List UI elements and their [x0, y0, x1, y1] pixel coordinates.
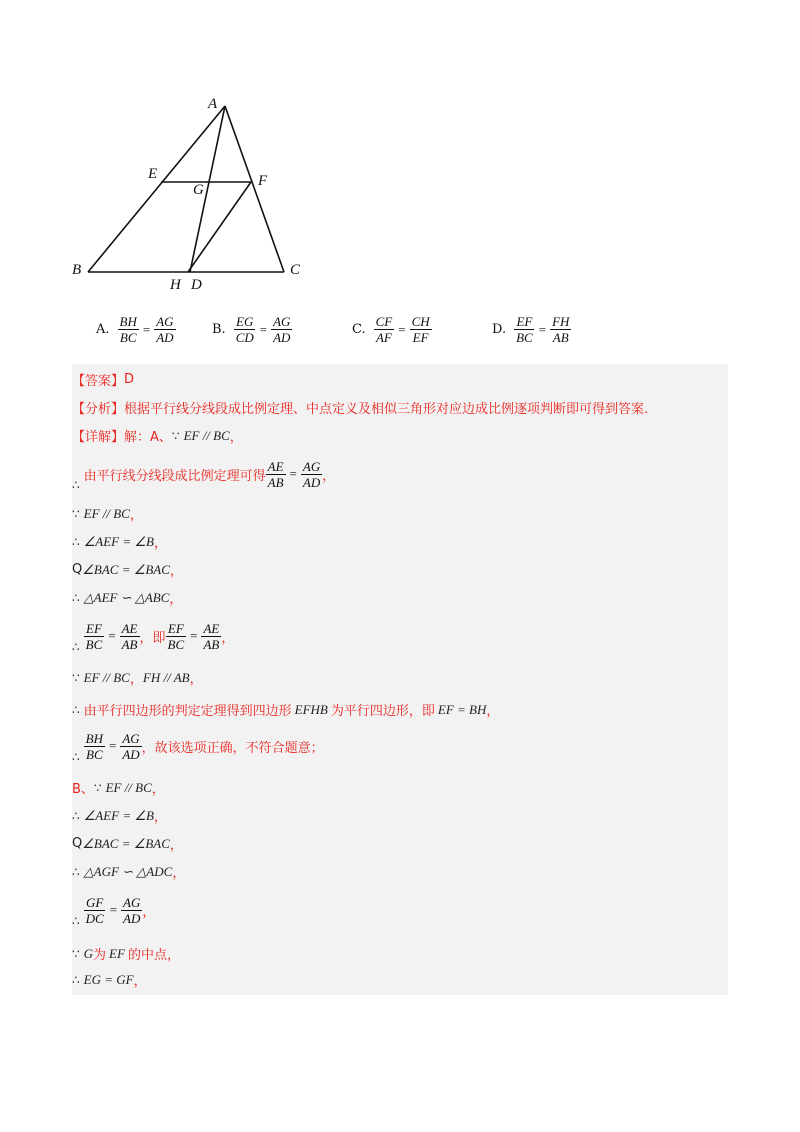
solution-panel [72, 364, 728, 995]
detail-line-10: ∴ $\frac{BH}{BC}$ = $\frac{AG}{AD}$ ，故该选项正确，不符合题意； [72, 730, 324, 764]
analysis-line [72, 398, 648, 417]
option-b-label: B、 [72, 782, 94, 797]
because-symbol: ∵ [171, 428, 180, 443]
fraction: $\frac{BH}{BC}$ [119, 314, 137, 345]
label-d: D [191, 277, 202, 293]
fraction: $\frac{AE}{AB}$ [267, 458, 284, 490]
detail-line-5: Q ∠BAC = ∠BAC ， [72, 561, 183, 579]
fraction: $\frac{CF}{AF}$ [375, 314, 393, 345]
label-a: A [208, 96, 218, 112]
math-expr: G [83, 945, 94, 961]
because-symbol: ∵ [93, 780, 102, 795]
therefore-symbol: ∴ [72, 914, 80, 928]
fraction: $\frac{AE}{AB}$ [121, 620, 138, 652]
detail-intro: 解：A、 [124, 430, 172, 445]
therefore-symbol: ∴ [72, 534, 80, 549]
answer-label: 【答案】 [72, 374, 125, 389]
math-expr: ∠BAC = ∠BAC [82, 835, 170, 851]
therefore-symbol: ∴ [72, 864, 80, 879]
option-letter: C. [352, 322, 366, 337]
detail-line-2: ∴ 由平行线分线段成比例定理可得 $\frac{AE}{AB}$ = $\frac{AG}{AD}$ ， [72, 458, 336, 492]
math-expr: ∠AEF = ∠B [83, 533, 154, 549]
answer-value: D [124, 372, 135, 387]
fraction: $\frac{AG}{AD}$ [273, 314, 291, 345]
math-expr: △AGF ∽ △ADC [83, 863, 173, 879]
detail-line-15: ∴ $\frac{GF}{DC}$ = $\frac{AG}{AD}$ ， [72, 894, 156, 928]
fraction: $\frac{CH}{EF}$ [411, 314, 430, 345]
math-expr: EF [109, 945, 125, 961]
fraction: $\frac{AG}{AD}$ [122, 730, 140, 762]
fraction: $\frac{EF}{BC}$ [516, 314, 533, 345]
option-letter: D. [492, 322, 507, 337]
label-f: F [258, 173, 268, 189]
segment-ac [225, 106, 284, 272]
because-symbol: ∵ [72, 670, 80, 685]
option-letter: B. [212, 322, 226, 337]
because-symbol: ∵ [72, 506, 80, 521]
label-h: H [170, 277, 181, 293]
detail-line-16 [72, 944, 180, 963]
q-symbol: Q [72, 836, 83, 851]
fraction: $\frac{EG}{CD}$ [235, 314, 254, 345]
label-g: G [193, 182, 204, 198]
answer-line [72, 370, 134, 389]
detail-label: 【详解】 [72, 430, 125, 445]
detail-line-12: ∴ ∠AEF = ∠B ， [72, 807, 168, 825]
therefore-symbol: ∴ [72, 702, 80, 717]
detail-line-8: ∵ EF // BC ， FH // AB ， [72, 669, 203, 687]
math-expr: EG = GF [83, 971, 134, 987]
detail-line-14: ∴ △AGF ∽ △ADC ， [72, 863, 186, 881]
math-expr: EFHB [294, 701, 328, 717]
math-expr: △AEF ∽ △ABC [83, 589, 170, 605]
line-text: 为平行四边形，即 [330, 704, 435, 719]
fraction: $\frac{AG}{AD}$ [156, 314, 174, 345]
detail-line-7: ∴ $\frac{EF}{BC}$ = $\frac{AE}{AB}$ ，即 $\frac{EF}{BC}$ = $\frac{AE}{AB}$ ， [72, 620, 235, 654]
fraction: $\frac{AG}{AD}$ [302, 458, 321, 490]
detail-line-6: ∴ △AEF ∽ △ABC ， [72, 589, 183, 607]
fraction: $\frac{BH}{BC}$ [85, 730, 103, 762]
line-text: ，即 [139, 630, 166, 646]
line-text: 由平行线分线段成比例定理可得 [83, 468, 266, 484]
math-expr: EF // BC [83, 669, 130, 685]
analysis-text: 根据平行线分线段成比例定理、中点定义及相似三角形对应边成比例逐项判断即可得到答案. [124, 402, 649, 417]
label-e: E [148, 166, 158, 182]
detail-line-3: ∵ EF // BC ， [72, 505, 143, 523]
segment-ab [88, 106, 225, 272]
option-b[interactable]: B. $\frac{EG}{CD}$ = $\frac{AG}{AD}$ [212, 314, 291, 345]
detail-line-1: 【详解】 解：A、 ∵ EF // BC ， [72, 427, 243, 445]
detail-line-13: Q ∠BAC = ∠BAC ， [72, 835, 183, 853]
analysis-label: 【分析】 [72, 402, 125, 417]
triangle-figure [60, 88, 320, 298]
line-text: ，故该选项正确，不符合题意； [141, 740, 324, 756]
math-expr: ∠AEF = ∠B [83, 807, 154, 823]
detail-line-11: B、 ∵ EF // BC ， [72, 779, 165, 797]
fraction: $\frac{AG}{AD}$ [123, 894, 141, 926]
option-d[interactable]: D. $\frac{EF}{BC}$ = $\frac{FH}{AB}$ [492, 314, 570, 345]
option-a[interactable]: A. $\frac{BH}{BC}$ = $\frac{AG}{AD}$ [96, 314, 174, 345]
therefore-symbol: ∴ [72, 750, 80, 764]
detail-line-4: ∴ ∠AEF = ∠B ， [72, 533, 168, 551]
line-text: 的中点， [127, 948, 180, 963]
therefore-symbol: ∴ [72, 640, 80, 654]
math-expr: EF = BH [437, 701, 487, 717]
option-letter: A. [96, 322, 110, 337]
therefore-symbol: ∴ [72, 972, 80, 987]
answer-options [0, 314, 800, 354]
label-b: B [72, 262, 82, 278]
math-expr: EF // BC [183, 427, 230, 443]
because-symbol: ∵ [72, 946, 80, 961]
fraction: $\frac{GF}{DC}$ [85, 894, 104, 926]
fraction: $\frac{FH}{AB}$ [552, 314, 570, 345]
fraction: $\frac{AE}{AB}$ [203, 620, 220, 652]
therefore-symbol: ∴ [72, 590, 80, 605]
math-expr: EF // BC [105, 779, 152, 795]
detail-line-9: ∴ 由平行四边形的判定定理得到四边形 EFHB 为平行四边形，即 EF = BH ， [72, 701, 500, 719]
fraction: $\frac{EF}{BC}$ [167, 620, 185, 652]
detail-line-17: ∴ EG = GF ， [72, 971, 147, 989]
fraction: $\frac{EF}{BC}$ [85, 620, 103, 652]
math-expr: EF // BC [83, 505, 130, 521]
line-text: 为 [93, 948, 107, 963]
line-text: 由平行四边形的判定定理得到四边形 [83, 704, 292, 719]
therefore-symbol: ∴ [72, 808, 80, 823]
math-expr: ∠BAC = ∠BAC [82, 561, 170, 577]
q-symbol: Q [72, 562, 83, 577]
option-c[interactable]: C. $\frac{CF}{AF}$ = $\frac{CH}{EF}$ [352, 314, 430, 345]
math-expr: FH // AB [142, 669, 190, 685]
therefore-symbol: ∴ [72, 478, 80, 492]
label-c: C [290, 262, 301, 278]
